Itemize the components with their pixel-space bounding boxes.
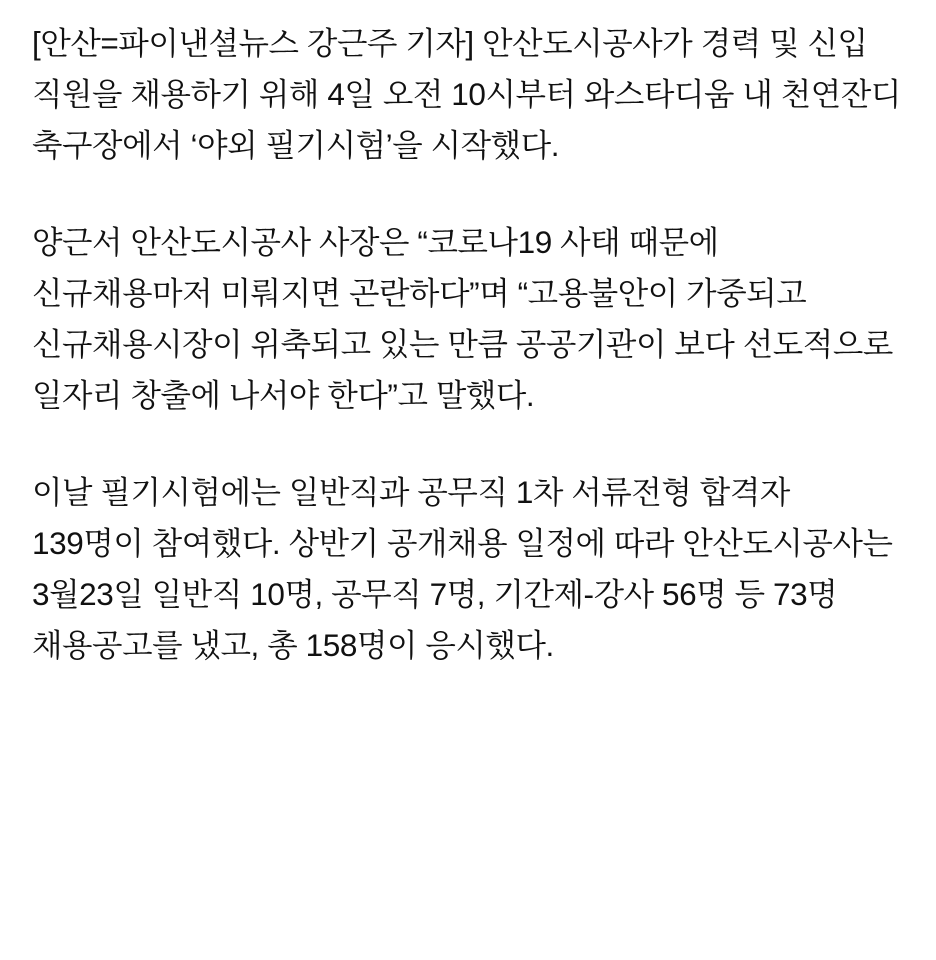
article-paragraph-3: 이날 필기시험에는 일반직과 공무직 1차 서류전형 합격자 139명이 참여했다. 상반기 공개채용 일정에 따라 안산도시공사는 3월23일 일반직 10명, 공무직 7명, 기간제-강사 56명 등 73명 채용공고를 냈고, 총 158명이 응시했다. — [32, 474, 893, 664]
article-paragraph-1: [안산=파이낸셜뉴스 강근주 기자] 안산도시공사가 경력 및 신입 직원을 채용하기 위해 4일 오전 10시부터 와스타디움 내 천연잔디 축구장에서 ‘야외 필기시험’을 시작했다. — [32, 25, 901, 164]
article-paragraph-2: 양근서 안산도시공사 사장은 “코로나19 사태 때문에 신규채용마저 미뤄지면 곤란하다”며 “고용불안이 가중되고 신규채용시장이 위축되고 있는 만큼 공공기관이 보다 선도적으로 일자리 창출에 나서야 한다”고 말했다. — [32, 224, 893, 414]
